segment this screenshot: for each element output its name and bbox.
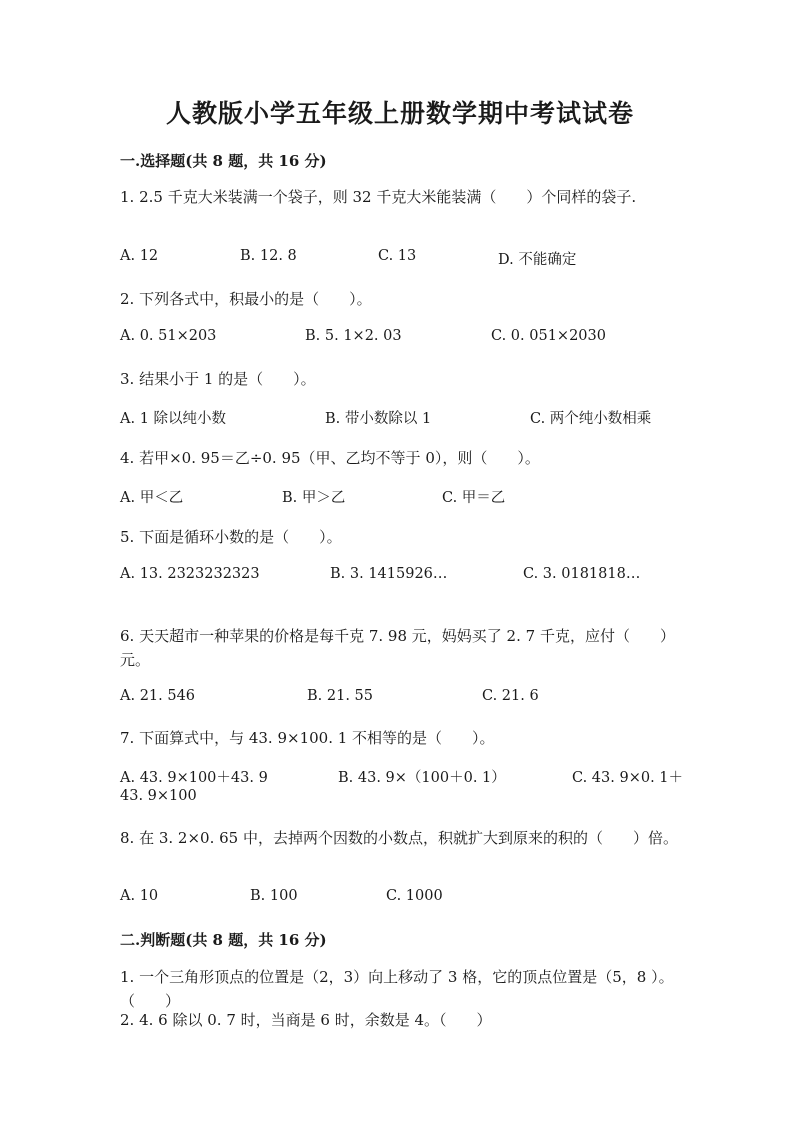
question-3-options <box>120 407 720 431</box>
option-b: B. 43. 9×（100＋0. 1） <box>338 770 506 786</box>
option-c: C. 两个纯小数相乘 <box>530 411 652 427</box>
option-a: A. 21. 546 <box>120 688 196 704</box>
option-b: B. 21. 55 <box>307 688 373 704</box>
option-c: C. 43. 9×0. 1＋ <box>572 770 684 786</box>
option-b: B. 3. 1415926… <box>330 566 448 582</box>
question-8-text: 8. 在 3. 2×0. 65 中，去掉两个因数的小数点，积就扩大到原来的积的（ ）倍。 <box>120 829 678 847</box>
option-a: A. 13. 2323232323 <box>120 566 260 582</box>
exam-title: 人教版小学五年级上册数学期中考试试卷 <box>165 99 634 128</box>
option-a: A. 0. 51×203 <box>120 328 217 344</box>
option-b: B. 5. 1×2. 03 <box>305 328 402 344</box>
option-c: C. 21. 6 <box>482 688 539 704</box>
question-4-text: 4. 若甲×0. 95＝乙÷0. 95（甲、乙均不等于 0），则（ ）。 <box>120 449 540 467</box>
option-c: C. 1000 <box>386 888 443 904</box>
judgment-question-2-text: 2. 4. 6 除以 0. 7 时，当商是 6 时，余数是 4。（ ） <box>120 1011 492 1029</box>
option-b: B. 12. 8 <box>240 248 297 264</box>
option-a: A. 12 <box>120 248 159 264</box>
question-7-options <box>120 766 720 790</box>
section-heading-judgment: 二.判断题(共 8 题，共 16 分) <box>120 931 327 949</box>
option-a: A. 1 除以纯小数 <box>120 411 227 427</box>
option-b: B. 甲＞乙 <box>282 490 346 506</box>
question-1-text: 1. 2.5 千克大米装满一个袋子，则 32 千克大米能装满（ ）个同样的袋子. <box>120 188 637 206</box>
question-4-options <box>120 486 720 510</box>
option-a: A. 10 <box>120 888 159 904</box>
option-a: A. 甲＜乙 <box>120 490 184 506</box>
option-d: D. 不能确定 <box>498 252 577 268</box>
judgment-question-1-text: 1. 一个三角形顶点的位置是（2，3）向上移动了 3 格，它的顶点位置是（5，8 ）。（ ） <box>120 968 674 1010</box>
question-6-options <box>120 688 720 712</box>
question-3-text: 3. 结果小于 1 的是（ ）。 <box>120 370 316 388</box>
question-5-text: 5. 下面是循环小数的是（ ）。 <box>120 528 342 546</box>
question-2-options <box>120 328 720 352</box>
question-6-text: 6. 天天超市一种苹果的价格是每千克 7. 98 元，妈妈买了 2. 7 千克，应付（ ）元。 <box>120 627 675 669</box>
option-c: C. 甲＝乙 <box>442 490 506 506</box>
question-8-options <box>120 888 720 912</box>
question-7-text: 7. 下面算式中，与 43. 9×100. 1 不相等的是（ ）。 <box>120 729 495 747</box>
option-b: B. 带小数除以 1 <box>325 411 432 427</box>
question-2-text: 2. 下列各式中，积最小的是（ ）。 <box>120 290 372 308</box>
question-5-options <box>120 566 720 590</box>
option-c: C. 13 <box>378 248 417 264</box>
question-7-option-c-continuation: 43. 9×100 <box>120 788 197 804</box>
section-heading-choice: 一.选择题(共 8 题，共 16 分) <box>120 152 327 170</box>
option-b: B. 100 <box>250 888 298 904</box>
question-1-options <box>120 248 720 272</box>
option-c: C. 3. 0181818… <box>523 566 641 582</box>
option-c: C. 0. 051×2030 <box>491 328 606 344</box>
option-a: A. 43. 9×100＋43. 9 <box>120 770 268 786</box>
